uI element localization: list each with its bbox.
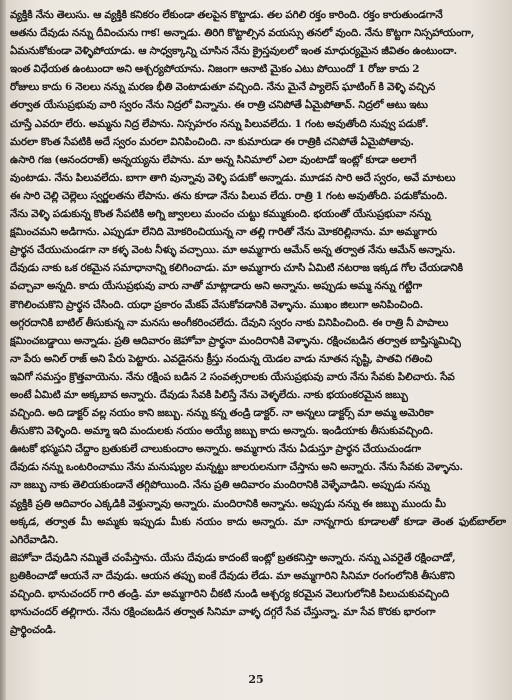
text-line: అగ్గరదానికి బాటిల్ తీసుకున్న నా మనసు అంగీకరించలేదు. దేవుని స్వరం నాకు వినిపించింది. ఈ రాత్రి నీ పాపాలు: [10, 316, 449, 329]
text-line: ఇవిగో సమస్తం క్రొత్తవాయెను. నేను రక్షింప బడిన 2 సంవత్సరాలకు యేసుప్రభువు వారు నేను సేవకు పిలిచారు. సేవ: [10, 370, 455, 383]
text-line: క్షమించమని అడిగాను. ఎప్పుడూ లేనిది మోకరించియున్న నా తల్లి గారితో నేను మోకరిల్లినాను. మా అమ్మగారు: [10, 226, 438, 239]
text-line: వుంటాడు. నేను పిలువలేదు. బాగా తాగి వున్నావు వెళ్ళి పడుకో అన్నాడు. మూడవ సారి అదే స్వరం, అవే మాటలు: [10, 171, 456, 184]
text-line: ఇంత విధేయత ఉంటుందా అని ఆశ్చర్యపోయాను. నిజంగా ఆనాటి మైకం ఎటు పోయిందో 1 రోజు కాదు 2: [10, 63, 420, 76]
text-line: నా పేరు అనిల్ రాజ్ అని పేరు పెట్టారు. ఎవడైనను క్రీస్తు నందున్న యెడల వాడు నూతన సృష్టి, పాతవి గతించి: [10, 352, 433, 365]
text-line: అంటే ఏమిటి మా అక్కబావ అన్నారు. దేవుడు సేవకి పిలిస్తే నేను వెళ్ళలేదు. నాకు భయంకరమైన జబ్బు: [10, 388, 408, 401]
text-line: వచ్చింది. అది డాక్టర్ వల్ల నయం కాని జబ్బు. నన్ను కన్న తండ్రి డాక్టర్. నా అన్నలు డాక్టర్స్ మా అమ్మ అమెరికా: [10, 407, 434, 420]
text-line: రోజులు కాదు 6 నెలలు నన్ను మరణ భీతి వెంటాడుతూ వచ్చింది. నేను మైనే ప్యాలెస్ ఘాటింగ్ కి వెళ్ళి వచ్చిన: [10, 81, 436, 94]
text-line: నా జబ్బు నాకు తెలియకుండానే తగ్గిపోయింది. నేను ప్రతి ఆదివారం మందిరానికి వెళ్ళేవాడిని. అప్పుడు నన్ను: [10, 479, 430, 492]
text-line: ఏమనుకోకుండా వెళ్ళిపోయాడు. ఆ సాధ్వక్కాన్ని చూసిన నేను క్రైస్తవులలో ఇంత మాధుర్యమైన జీవితం ఉంటుందా.: [10, 45, 458, 58]
text-line: క్షమించబడ్డాయి అన్నాడు. ప్రతి ఆదివారం జెహోవా ప్రార్థనా మందిరానికి వెళ్ళాను. రక్షించబడిన తర్వాత బాప్తిస్మమిచ్చి: [10, 334, 461, 347]
text-line: మరలా కొంత సేపటికి అదే స్వరం మరలా వినిపించింది. నా కుమారుడా ఈ రాత్రికి చనిపోతే ఏమైపోతావు.: [10, 135, 414, 148]
page-number: 25: [248, 673, 264, 686]
text-line: ప్రార్థన చేయుచుండగా నా కళ్ళ వెంట నీళ్ళు వచ్చాయి. మా అమ్మగారు ఆమేన్ అన్న తర్వాత నేను ఆమేన్ అన్నాను.: [10, 244, 456, 257]
text-line: కౌగిలించుకొని ప్రార్థన చేసింది. యధా ప్రకారం మేకప్ వేసుకోవడానికి వెళ్ళాను. ముఖం జిలుగా అనిపించింది.: [10, 298, 424, 311]
text-line: ఊటకో భస్మపని చేద్దాం బ్రతుకులే చాలుకుందాం అన్నారు. అమ్మగారు నేను ఏడుస్తూ ప్రార్థన చేయుచుండగా: [10, 443, 421, 456]
text-line: వ్యక్తికి ప్రతి ఆదివారం ఎక్కడికి వెళ్తున్నావు అన్నారు. మందిరానికి అన్నాను. అప్పుడు నన్ను ఈ జబ్బు ముందు మీ: [10, 497, 446, 510]
body-text: [10, 6, 506, 654]
page-spine-shadow: [0, 0, 6, 700]
text-line: వచ్చావా అన్నది. కాదు యేసుప్రభువు వారు నాతో మాట్లాడారు అని అన్నాను. అప్పుడు అమ్మ నన్ను గట్టిగా: [10, 280, 422, 293]
text-line: ఉసారి గజ (ఆనందరాజ్) అన్నయ్యను లేపాను. మా అన్న సినిమాలో ఎలా వుంటాడో ఇంట్లో కూడా అలాగే: [10, 153, 417, 166]
text-line: తర్వాత యేసుప్రభువు వారి స్వరం నేను నిద్రలో విన్నాను. ఈ రాత్రి చనిపోతే ఏమైపోతావ్. నిద్రలో ఆటు ఇటు: [10, 99, 428, 112]
text-line: భానుచందర్ తల్లిగారు. నేను రక్షించబడిన తర్వాత సినిమా వాళ్ళ దగ్గరే సేవ చేస్తున్నా. మా సేవ కొరకు భారంగా: [10, 606, 436, 619]
text-line: వచ్చింది. భానుచందర్ గారి తండ్రి. మా అమ్మగారిని చీకటి నుండి ఆశ్చర్య కరమైన వెలుగులోనికి పిలుచుకువచ్చింది: [10, 588, 450, 600]
text-line: ఆతను దేవుడు నన్ను దీవించును గాక! అన్నాడు. తిరిగి కొట్టాల్సిన వయస్సు తనలో వుంది. నేను కొట్టగా నిస్సహాయంగా,: [10, 27, 475, 40]
text-line: వ్యక్తికి నేను తెలుసు. ఆ వ్యక్తికి కనికరం లేకుండా తలపైన కొట్టాడు. తల పగిలి రక్తం కారింది. రక్తం కారుతుండగానే: [10, 9, 443, 21]
text-line: ప్రార్థించండి.: [10, 624, 57, 637]
text-line: దేవుడు నన్ను ఒంటరించాము నేను మనుష్యుల మన్నట్టు జాలరులనుగా చేస్తాను అని అన్నారు. నేను సేవకు వెళ్ళాను.: [10, 461, 463, 474]
text-line: అక్కడ, తర్వాత మీ అమ్మకు ఇప్పుడు మీకు నయం కాదు అన్నారు. మా నాన్నగారు కూడాలతో కూడా తెంత ఫుట్‌బాల్‌లా ఎగిరేవాడిని.: [10, 515, 506, 546]
text-line: చూస్తే ఎవరూ లేరు. అమ్మను నిద్ర లేపాను. నిస్సహరం నన్ను పిలువలేదు. 1 గంట అవుతోంది నువ్వు పడుకో.: [10, 117, 429, 130]
text-line: నేను వెళ్ళి పడుకున్న కొంత సేపటికి అగ్ని జ్వాలలు మంచం చుట్టు కమ్ముకుంది. భయంతో యేసుప్రభువా నన్ను: [10, 208, 431, 221]
text-line: తీసుకొని వెళ్ళింది. అమ్మా ఇది మందులకు నయం అయ్యే జబ్బు కాదు అన్నారు. ఇండియాకు తీసుకువచ్చింది.: [10, 425, 434, 438]
text-line: ఈ సారి చెల్లి చెల్లెలు స్వర్ణలతను లేపాను. తను కూడా నేను పిలువ లేదు. రాత్రి 1 గంట అవుతోంది. పడుకోమంది.: [10, 189, 448, 202]
text-line: జెహోవా దేవుడిని నమ్మితే చంపేస్తాను. యేసు దేవుడు కాదంటే ఇంట్లో బ్రతకనిస్తా అన్నారు. నన్ను ఎవరైతే రక్షించాడో,: [10, 551, 456, 564]
text-line: బ్రతికించాడో ఆయనే నా దేవుడు. ఆయన తప్పు ఐంకే దేవుడు లేడు. మా అమ్మగారిని సినిమా రంగంలోనికి తీసుకొని: [10, 569, 455, 582]
text-line: దేవుడు నాకు ఒక రకమైన సమాధానాన్ని కలిగించాడు. మా అమ్మగారు చూసి ఏమిటి నటరాజ ఇక్కడ గోల చేయడానికి: [10, 262, 463, 275]
